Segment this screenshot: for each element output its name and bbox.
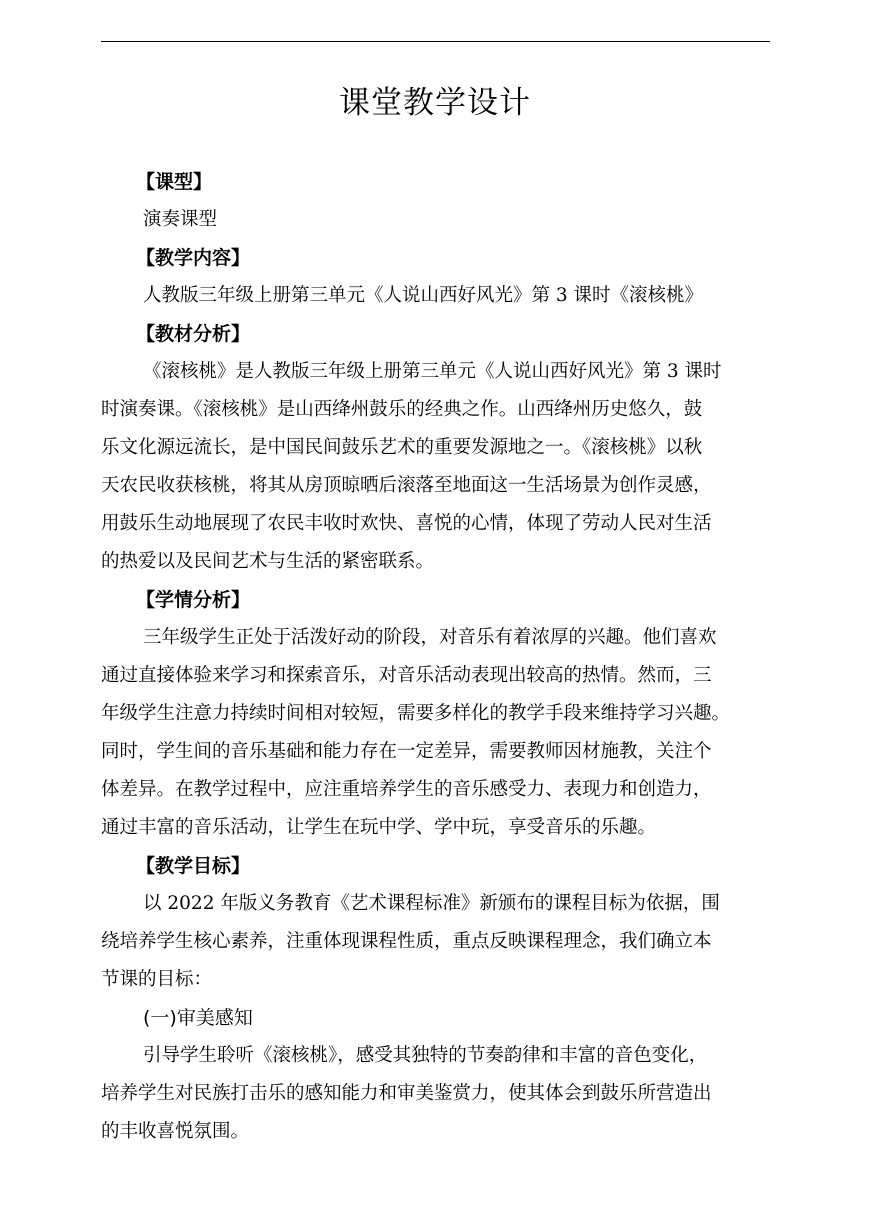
- section-heading-content: 【教学内容】: [136, 247, 251, 269]
- paragraph-line: 通过丰富的音乐活动，让学生在玩中学、学中玩，享受音乐的乐趣。: [101, 817, 657, 838]
- paragraph-line: 绕培养学生核心素养，注重体现课程性质，重点反映课程理念，我们确立本: [101, 931, 712, 952]
- paragraph-line: 引导学生聆听《滚核桃》，感受其独特的节奏韵律和丰富的音色变化，: [143, 1045, 708, 1066]
- paragraph-line: 天农民收获核桃，将其从房顶晾晒后滚落至地面这一生活场景为创作灵感，: [101, 475, 712, 496]
- section-heading-material: 【教材分析】: [136, 323, 251, 345]
- page-title: 课堂教学设计: [339, 85, 531, 121]
- section-heading-type: 【课型】: [136, 171, 213, 193]
- subsection-heading-aesthetic: (一)审美感知: [143, 1007, 253, 1029]
- paragraph-line: 培养学生对民族打击乐的感知能力和审美鉴赏力，使其体会到鼓乐所营造出: [101, 1083, 712, 1104]
- paragraph-line: 以 2022 年版义务教育《艺术课程标准》新颁布的课程目标为依据，围: [143, 893, 720, 914]
- header-rule: [101, 41, 770, 42]
- section-heading-goals: 【教学目标】: [136, 855, 251, 877]
- paragraph-line: 体差异。在教学过程中，应注重培养学生的音乐感受力、表现力和创造力，: [101, 779, 712, 800]
- paragraph-line: 《滚核桃》是人教版三年级上册第三单元《人说山西好风光》第 3 课时: [143, 361, 722, 382]
- paragraph-line: 同时，学生间的音乐基础和能力存在一定差异，需要教师因材施教，关注个: [101, 741, 712, 762]
- paragraph-line: 的丰收喜悦氛围。: [101, 1121, 250, 1142]
- section-heading-students: 【学情分析】: [136, 589, 251, 611]
- paragraph-line: 乐文化源远流长，是中国民间鼓乐艺术的重要发源地之一。《滚核桃》以秋: [101, 437, 703, 458]
- section-text-content: 人教版三年级上册第三单元《人说山西好风光》第 3 课时《滚核桃》: [143, 285, 704, 306]
- paragraph-line: 通过直接体验来学习和探索音乐，对音乐活动表现出较高的热情。然而，三: [101, 665, 712, 686]
- section-text-type: 演奏课型: [143, 209, 218, 230]
- paragraph-line: 用鼓乐生动地展现了农民丰收时欢快、喜悦的心情，体现了劳动人民对生活: [101, 513, 712, 534]
- paragraph-line: 时演奏课。《滚核桃》是山西绛州鼓乐的经典之作。山西绛州历史悠久，鼓: [101, 399, 703, 420]
- paragraph-line: 三年级学生正处于活泼好动的阶段，对音乐有着浓厚的兴趣。他们喜欢: [143, 627, 717, 648]
- paragraph-line: 的热爱以及民间艺术与生活的紧密联系。: [101, 551, 435, 572]
- paragraph-line: 年级学生注意力持续时间相对较短，需要多样化的教学手段来维持学习兴趣。: [101, 703, 731, 724]
- paragraph-line: 节课的目标：: [101, 969, 213, 990]
